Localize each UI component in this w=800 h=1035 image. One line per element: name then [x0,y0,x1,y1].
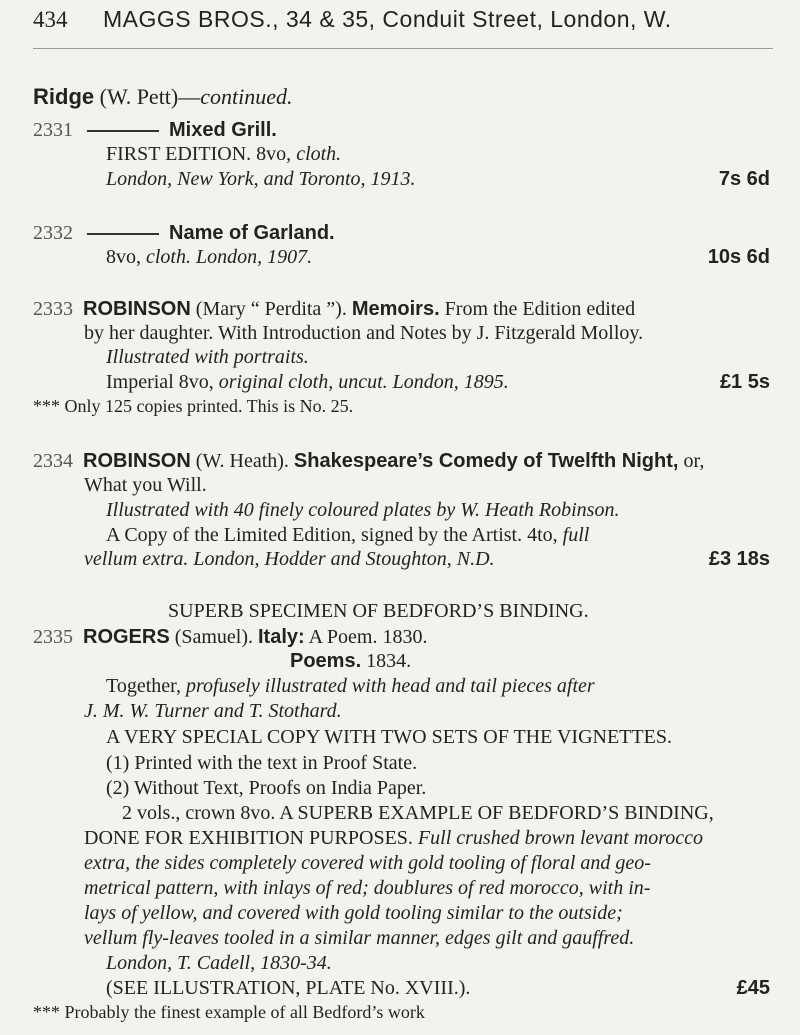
page-header [33,6,773,33]
entry-2335-line15: (SEE ILLUSTRATION, PLATE No. XVIII.). [106,977,471,999]
entry-text: Together, [106,675,186,697]
section-author: Ridge [33,84,95,109]
entry-2335-line7: (2) Without Text, Proofs on India Paper. [106,777,427,799]
entry-text-italic: London, 1907. [191,246,313,268]
entry-text: DONE FOR EXHIBITION PURPOSES. [84,827,418,849]
entry-text: FIRST EDITION. 8vo, [106,143,297,165]
entry-2335-line14: London, T. Cadell, 1830-34. [106,952,332,974]
entry-2334-line4 [106,524,589,547]
entry-2335-heading: SUPERB SPECIMEN OF BEDFORD’S BINDING. [168,600,589,622]
entry-number: 2334 [33,450,73,472]
entry-text: (Mary “ Perdita ”). [190,298,352,320]
entry-text: From the Edition edited [439,298,636,320]
entry-author: ROBINSON [83,298,191,320]
entry-2334-line5: vellum extra. London, Hodder and Stoughton, N.D. [84,548,495,570]
entry-2334-line2: What you Will. [84,474,207,496]
entry-2335-line12: lays of yellow, and covered with gold tooling similar to the outside; [84,902,623,924]
entry-text-italic: Full crushed brown levant morocco [417,827,704,849]
entry-2333-line1 [33,298,635,321]
entry-2335-line10: extra, the sides completely covered with gold tooling of floral and geo- [84,852,651,874]
entry-2333-line2: by her daughter. With Introduction and Notes by J. Fitzgerald Molloy. [84,322,644,344]
entry-text: 1834. [361,650,412,672]
entry-2334-line1 [33,450,704,473]
entry-2334-price: £3 18s [708,548,770,570]
entry-text: A Poem. 1830. [304,626,428,648]
entry-title: Name of Garland. [169,222,335,244]
entry-text-italic: cloth. [296,143,342,165]
entry-text-italic: original cloth, uncut. London, 1895. [218,371,509,393]
entry-title: Italy: [258,626,305,648]
ditto-dash [87,130,159,132]
entry-2331-line2 [106,143,341,166]
entry-2332-line2 [106,246,312,269]
entry-2333-note: *** Only 125 copies printed. This is No. 25. [33,396,354,416]
entry-text: (Samuel). [169,626,258,648]
section-heading [33,84,293,110]
entry-2335-line8: 2 vols., crown 8vo. A SUPERB EXAMPLE OF BEDFORD’S BINDING, [122,802,714,824]
entry-title: Poems. [290,650,362,672]
entry-2335-line3 [106,675,595,698]
continued-label: continued. [200,84,293,109]
entry-2335-line6: (1) Printed with the text in Proof State. [106,752,418,774]
entry-2335-line2 [290,650,411,673]
page-number: 434 [33,7,68,32]
entry-author: ROBINSON [83,450,191,472]
entry-title: Memoirs. [351,298,440,320]
entry-number: 2332 [33,222,73,244]
entry-text: 8vo, [106,246,146,268]
entry-2334-line3: Illustrated with 40 finely coloured plates by W. Heath Robinson. [106,499,620,521]
entry-2335-price: £45 [736,977,770,999]
running-title: MAGGS BROS., 34 & 35, Conduit Street, London, W. [103,6,672,32]
entry-number: 2331 [33,119,73,141]
entry-2333-line3: Illustrated with portraits. [106,346,309,368]
entry-2335-note: *** Probably the finest example of all Bedford’s work [33,1002,425,1022]
entry-text-italic: full [562,524,590,546]
ditto-dash [87,233,159,235]
section-author-rest: (W. Pett)— [94,84,201,109]
entry-2331-line3: London, New York, and Toronto, 1913. [106,168,416,190]
entry-2332-line1 [33,222,335,245]
entry-2335-line9 [84,827,703,850]
entry-2335-line1 [33,626,427,649]
entry-number: 2335 [33,626,73,648]
entry-2331-line1 [33,119,277,142]
entry-text: Imperial 8vo, [106,371,219,393]
entry-author: ROGERS [83,626,170,648]
entry-2333-price: £1 5s [719,371,770,393]
entry-title: Mixed Grill. [169,119,277,141]
entry-2332-price: 10s 6d [707,246,770,268]
header-rule [33,48,773,49]
entry-2331-price: 7s 6d [718,168,770,190]
entry-text: (W. Heath). [190,450,294,472]
entry-2335-line11: metrical pattern, with inlays of red; doublures of red morocco, with in- [84,877,651,899]
entry-number: 2333 [33,298,73,320]
entry-title: Shakespeare’s Comedy of Twelfth Night, [293,450,679,472]
entry-text: or, [678,450,705,472]
entry-text: A Copy of the Limited Edition, signed by the Artist. 4to, [106,524,563,546]
entry-text-italic: profusely illustrated with head and tail pieces after [186,675,595,697]
entry-text-italic: cloth. [146,246,191,268]
entry-2335-line13: vellum fly-leaves tooled in a similar manner, edges gilt and gauffred. [84,927,635,949]
entry-2335-line5: A VERY SPECIAL COPY WITH TWO SETS OF THE VIGNETTES. [106,726,672,748]
entry-2335-line4: J. M. W. Turner and T. Stothard. [84,700,342,722]
entry-2333-line4 [106,371,509,394]
